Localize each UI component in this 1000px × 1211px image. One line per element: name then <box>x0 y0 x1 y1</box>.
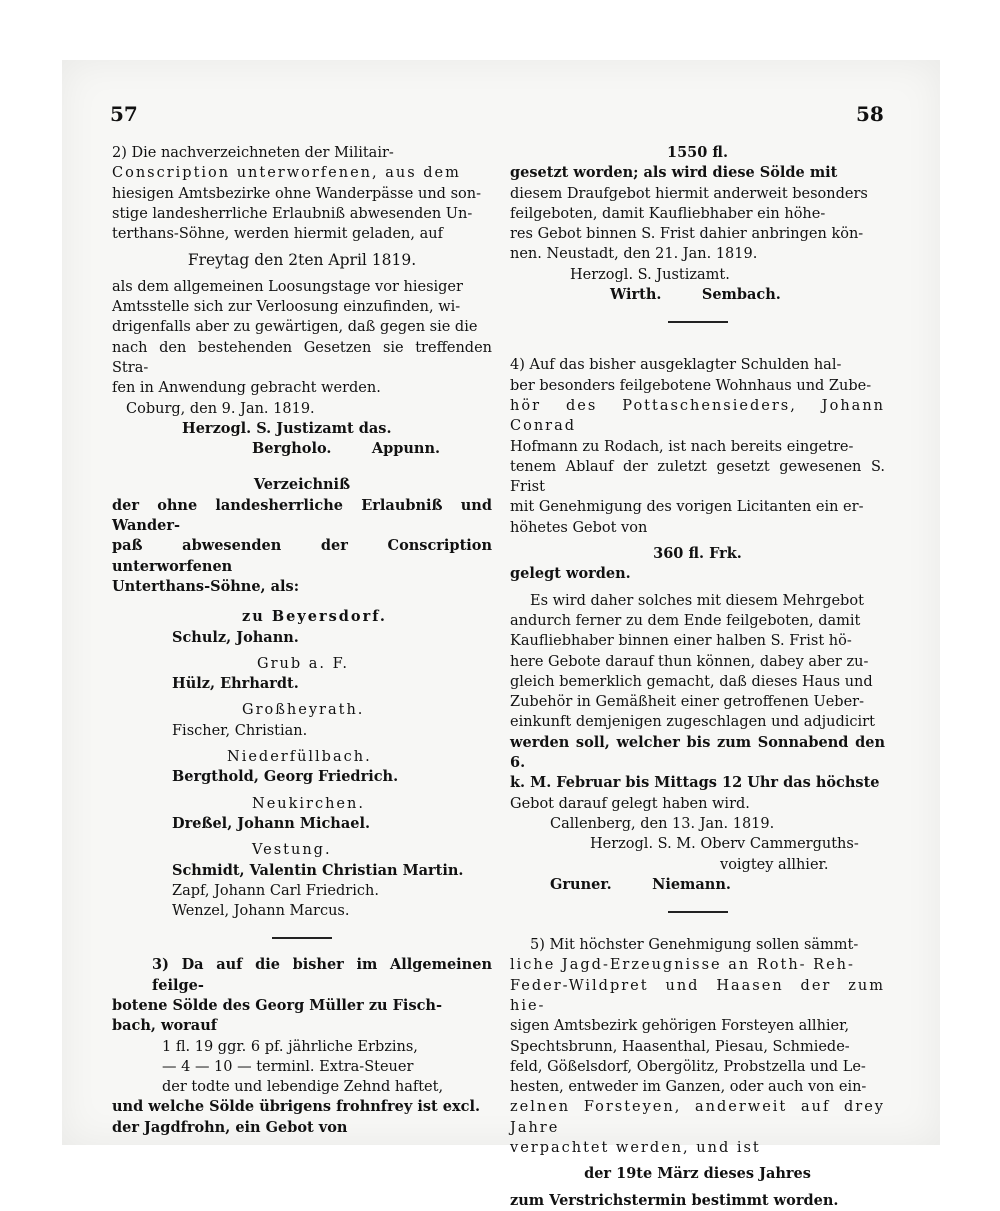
text-line: 4) Auf das bisher ausgeklagter Schulden hal- <box>510 357 842 374</box>
text-line: paß abwesenden der Conscription unterworfenen <box>112 537 492 575</box>
text-line: liche Jagd-Erzeugnisse an Roth- Reh- <box>510 957 855 974</box>
text-line: feld, Gößelsdorf, Obergölitz, Probstzella und Le- <box>510 1058 866 1075</box>
list-place: Großheyrath. <box>242 702 365 719</box>
text-line: stige landesherrliche Erlaubniß abwesenden Un- <box>112 205 473 222</box>
text-line: feilgeboten, damit Kaufliebhaber ein höhe- <box>510 205 826 222</box>
text-line: ber besonders feilgebotene Wohnhaus und Zube- <box>510 377 872 394</box>
left-column <box>112 143 492 1138</box>
text-line: der todte und lebendige Zehnd haftet, <box>162 1079 444 1096</box>
signers: Bergholo. Appunn. <box>252 440 441 458</box>
text-line: zum Verstrichstermin bestimmt worden. <box>510 1191 839 1209</box>
text-line: Spechtsbrunn, Haasenthal, Piesau, Schmiede- <box>510 1038 850 1055</box>
list-place: Niederfüllbach. <box>227 749 372 766</box>
bid-amount: 1550 fl. <box>667 144 728 161</box>
list-place: Vestung. <box>252 842 332 859</box>
text-line: nen. Neustadt, den 21. Jan. 1819. <box>510 246 758 263</box>
text-line: sigen Amtsbezirk gehörigen Forsteyen allhier, <box>510 1018 850 1035</box>
text-line: tenem Ablauf der zuletzt gesetzt gewesenen S. Frist <box>510 458 885 496</box>
text-line: gesetzt worden; als wird diese Sölde mit <box>510 164 838 182</box>
text-line: drigenfalls aber zu gewärtigen, daß gegen sie die <box>112 319 478 336</box>
text-line: zelnen Forsteyen, anderweit auf drey Jahre <box>510 1099 885 1136</box>
text-line: nach den bestehenden Gesetzen sie treffenden Stra- <box>112 339 492 376</box>
text-line: der ohne landesherrliche Erlaubniß und Wander- <box>112 496 492 535</box>
text-line: gleich bemerklich gemacht, daß dieses Haus und <box>510 673 873 690</box>
list-item: Schulz, Johann. <box>172 628 299 646</box>
text-line: here Gebote darauf thun können, dabey aber zu- <box>510 653 869 670</box>
term-date: der 19te März dieses Jahres <box>584 1165 811 1183</box>
list-item: Bergthold, Georg Friedrich. <box>172 768 399 786</box>
text-line: Hofmann zu Rodach, ist nach bereits eingetre- <box>510 438 854 455</box>
office-signature: Herzogl. S. M. Oberv Cammerguths- <box>590 836 859 853</box>
text-line: res Gebot binnen S. Frist dahier anbringen kön- <box>510 226 864 243</box>
conscript-list <box>112 607 492 921</box>
bid-amount: 360 fl. Frk. <box>653 545 742 563</box>
list-place: zu Beyersdorf. <box>242 608 387 626</box>
notice-3 <box>112 955 492 1138</box>
text-line: verpachtet werden, und ist <box>510 1140 761 1157</box>
text-line: — 4 — 10 — terminl. Extra-Steuer <box>162 1058 414 1075</box>
text-line: und welche Sölde übrigens frohnfrey ist excl. <box>112 1098 481 1116</box>
text-line: terthans-Söhne, werden hiermit geladen, auf <box>112 226 443 243</box>
text-line: 2) Die nachverzeichneten der Militair- <box>112 145 394 161</box>
text-line: bach, worauf <box>112 1017 217 1035</box>
signers: Wirth. Sembach. <box>610 286 781 304</box>
office-signature: voigtey allhier. <box>720 856 829 873</box>
text-line: 5) Mit höchster Genehmigung sollen sämmt- <box>530 937 859 954</box>
list-item: Schmidt, Valentin Christian Martin. <box>172 861 464 879</box>
list-title: Verzeichniß <box>253 476 351 494</box>
text-line: gelegt worden. <box>510 565 631 583</box>
place-date: Coburg, den 9. Jan. 1819. <box>126 400 315 417</box>
page-number-left: 57 <box>110 102 138 126</box>
text-line: andurch ferner zu dem Ende feilgeboten, damit <box>510 612 861 629</box>
text-line: Unterthans-Söhne, als: <box>112 577 300 595</box>
text-line: botene Sölde des Georg Müller zu Fisch- <box>112 996 442 1014</box>
place-date: Callenberg, den 13. Jan. 1819. <box>550 815 775 832</box>
list-item: Fischer, Christian. <box>172 722 308 739</box>
notice-3-continued <box>510 143 885 305</box>
text-line: Kaufliebhaber binnen einer halben S. Frist hö- <box>510 633 852 650</box>
text-line: einkunft demjenigen zugeschlagen und adjudicirt <box>510 714 875 731</box>
text-line: 3) Da auf die bisher im Allgemeinen feilge- <box>152 956 492 994</box>
text-line: der Jagdfrohn, ein Gebot von <box>112 1118 348 1136</box>
list-item: Dreßel, Johann Michael. <box>172 814 370 832</box>
right-column <box>510 143 885 1211</box>
notice-5 <box>510 935 885 1211</box>
list-place: Grub a. F. <box>257 655 350 672</box>
text-line: fen in Anwendung gebracht werden. <box>112 380 381 397</box>
summons-date: Freytag den 2ten April 1819. <box>187 251 417 270</box>
text-line: Es wird daher solches mit diesem Mehrgebot <box>530 592 864 609</box>
list-item: Zapf, Johann Carl Friedrich. <box>172 882 379 899</box>
text-line: Conscription unterworfenen, aus dem <box>112 165 461 182</box>
text-line: diesem Draufgebot hiermit anderweit besonders <box>510 185 868 202</box>
text-line: höhetes Gebot von <box>510 519 648 536</box>
text-line: hesten, entweder im Ganzen, oder auch von ein- <box>510 1079 867 1096</box>
notice-4 <box>510 355 885 895</box>
text-line: hör des Pottaschensieders, Johann Conrad <box>510 397 885 435</box>
list-place: Neukirchen. <box>252 795 365 812</box>
text-line: hiesigen Amtsbezirke ohne Wanderpässe und son- <box>112 185 481 202</box>
text-line: Feder-Wildpret und Haasen der zum hie- <box>510 977 885 1014</box>
text-line: als dem allgemeinen Loosungstage vor hiesiger <box>112 278 463 295</box>
office-signature: Herzogl. S. Justizamt. <box>570 266 730 283</box>
list-item: Hülz, Ehrhardt. <box>172 675 299 693</box>
signers: Gruner. Niemann. <box>550 875 731 893</box>
text-line: mit Genehmigung des vorigen Licitanten ein er- <box>510 499 864 516</box>
list-item: Wenzel, Johann Marcus. <box>172 903 350 920</box>
text-line: k. M. Februar bis Mittags 12 Uhr das höchste <box>510 774 880 792</box>
text-line: Gebot darauf gelegt haben wird. <box>510 795 750 812</box>
text-line: Zubehör in Gemäßheit einer getroffenen Ueber- <box>510 694 864 711</box>
office-signature: Herzogl. S. Justizamt das. <box>182 419 392 437</box>
text-line: werden soll, welcher bis zum Sonnabend den 6. <box>510 733 885 772</box>
text-line: Amtsstelle sich zur Verloosung einzufinden, wi- <box>112 299 461 316</box>
notice-2 <box>112 143 492 921</box>
text-line: 1 fl. 19 ggr. 6 pf. jährliche Erbzins, <box>162 1038 418 1055</box>
page-number-right: 58 <box>856 102 884 126</box>
